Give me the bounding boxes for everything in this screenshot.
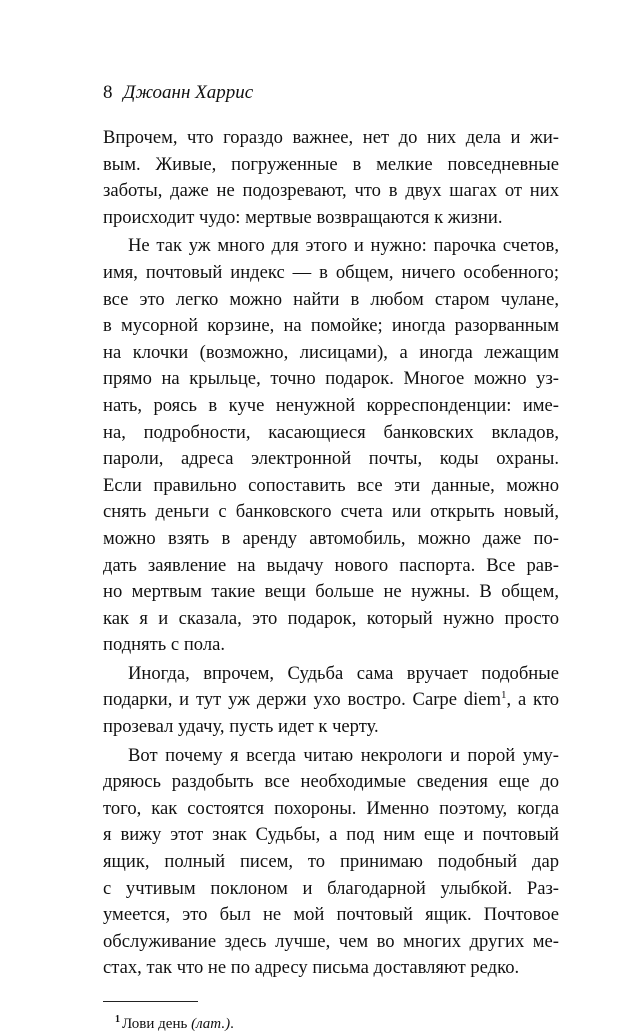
- text-line: все это легко можно найти в любом старом чулане,: [103, 288, 559, 310]
- text-line-with-footnote: [103, 687, 559, 714]
- footnote-text: Лови день: [122, 1016, 192, 1032]
- text-line: прозевал удачу, пусть идет к черту.: [103, 716, 379, 738]
- paragraph-1: [103, 125, 559, 231]
- text-line: Впрочем, что гораздо важнее, нет до них дела и жи-: [103, 127, 559, 148]
- text-line: с учтивым поклоном и благодарной улыбкой. Раз-: [103, 877, 559, 899]
- text-line: нать, роясь в куче ненужной корреспонденции: име-: [103, 394, 559, 416]
- paragraph-4: [103, 743, 559, 982]
- text-line: в мусорной корзине, на помойке; иногда разорванным: [103, 315, 559, 337]
- paragraph-3: [103, 661, 559, 741]
- text-line: дряюсь раздобыть все необходимые сведения еще до: [103, 771, 559, 793]
- text-line: имя, почтовый индекс — в общем, ничего особенного;: [103, 261, 559, 283]
- text-line: умеется, это был не мой почтовый ящик. Почтовое: [103, 904, 559, 926]
- running-header-author: Джоанн Харрис: [123, 82, 254, 103]
- text-line: на клочки (возможно, лисицами), а иногда лежащим: [103, 341, 559, 363]
- running-header: [103, 80, 559, 106]
- footnote-mark: 1: [115, 1014, 120, 1025]
- text-line: ящик, полный писем, то принимаю подобный дар: [103, 851, 559, 873]
- footnote-language: (лат.): [191, 1016, 231, 1032]
- text-line: стах, так что не по адресу письма доставляют редко.: [103, 957, 520, 979]
- text-line: дать заявление на выдачу нового паспорта. Все рав-: [103, 554, 559, 576]
- footnote-end: .: [230, 1016, 234, 1032]
- text-line: того, как состоятся похороны. Именно поэтому, когда: [103, 797, 559, 819]
- text-line: обслуживание здесь лучше, чем во многих других ме-: [103, 930, 559, 952]
- text-line-part: , а кто: [506, 689, 559, 711]
- text-line: снять деньги с банковского счета или открыть новый,: [103, 501, 559, 523]
- text-line: Не так уж много для этого и нужно: парочка счетов,: [128, 235, 559, 257]
- text-line: заботы, даже не подозревают, что в двух шагах от них: [103, 180, 559, 202]
- text-line: прямо на крыльце, точно подарок. Многое можно уз-: [103, 368, 559, 390]
- text-line: Если правильно сопоставить все эти данные, можно: [103, 474, 559, 496]
- text-line: Иногда, впрочем, Судьба сама вручает подобные: [128, 662, 559, 684]
- text-line: я вижу этот знак Судьбы, а под ним еще и почтовый: [103, 824, 559, 846]
- footnote-divider: [103, 1001, 198, 1002]
- text-line: пароли, адреса электронной почты, коды охраны.: [103, 448, 559, 470]
- text-line: как я и сказала, это подарок, который нужно просто: [103, 607, 559, 629]
- footnote: [103, 1014, 559, 1034]
- text-line: можно взять в аренду автомобиль, можно даже по-: [103, 527, 559, 549]
- text-line: Вот почему я всегда читаю некрологи и порой уму-: [128, 744, 559, 766]
- text-line: происходит чудо: мертвые возвращаются к жизни.: [103, 206, 503, 228]
- page-number: 8: [103, 82, 113, 103]
- text-line: вым. Живые, погруженные в мелкие повседневные: [103, 153, 559, 175]
- text-line: поднять с пола.: [103, 634, 226, 656]
- text-line: на, подробности, касающиеся банковских вкладов,: [103, 421, 559, 443]
- text-line-part: подарки, и тут уж держи ухо востро. Carpe diem: [103, 689, 501, 711]
- book-page: [103, 80, 559, 1034]
- paragraph-2: [103, 233, 559, 659]
- text-line: но мертвым такие вещи больше не нужны. В общем,: [103, 581, 559, 603]
- footnote-reference[interactable]: 1: [500, 689, 507, 702]
